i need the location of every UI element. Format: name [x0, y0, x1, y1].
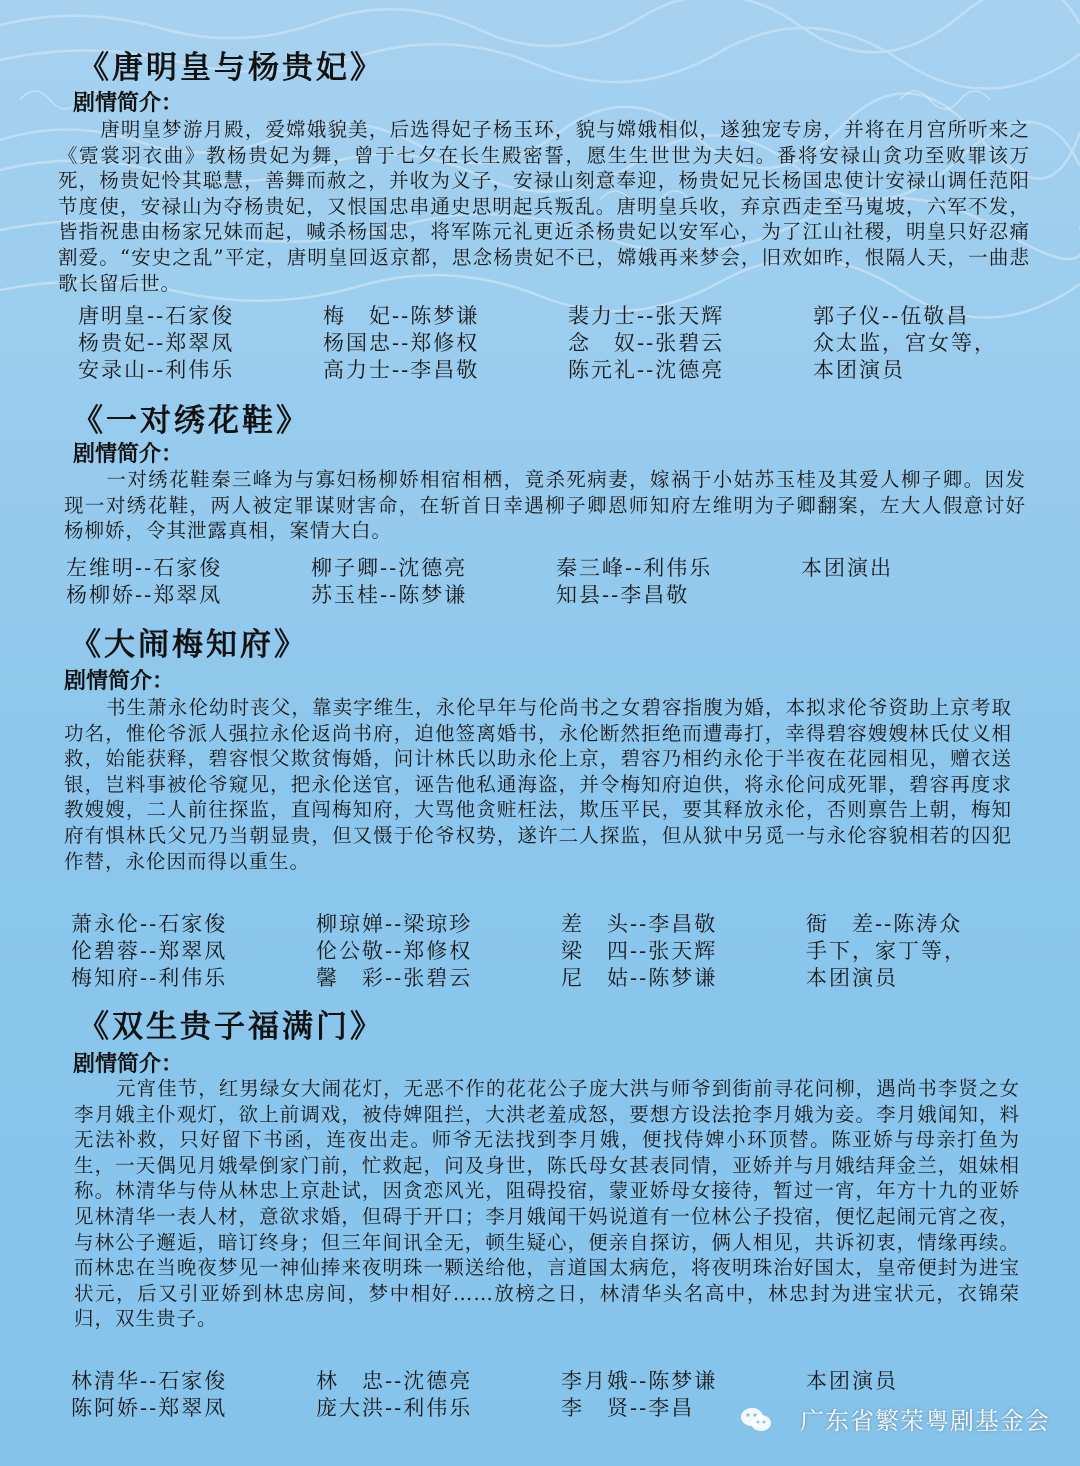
cast-entry: 梁 四--张天辉 [561, 939, 718, 963]
cast-entry: 杨柳娇--郑翠凤 [66, 583, 223, 607]
cast-entry: 安录山--利伟乐 [78, 358, 235, 382]
cast-entry: 李 贤--李昌 [561, 1396, 695, 1420]
cast-entry: 裴力士--张天辉 [568, 304, 725, 328]
synopsis-label: 剧情简介： [73, 91, 184, 116]
cast-entry: 馨 彩--张碧云 [316, 966, 473, 990]
cast-entry: 柳琼婵--梁琼珍 [316, 912, 473, 936]
synopsis-body: 书生萧永伦幼时丧父，靠卖字维生，永伦早年与伦尚书之女碧容指腹为婚，本拟求伦爷资助上京考取功名，惟伦爷派人强拉永伦返尚书府，迫他签离婚书，永伦断然拒绝而遭毒打，幸得碧容嫂嫂林氏仗义相救，始能获释，碧容恨父欺贫悔婚，问计林氏以助永伦上京，碧容乃相约永伦于半夜在花园相见，赠衣送银，岂料事被伦爷窥见，把永伦送官，诬告他私通海盗，并令梅知府迫供，将永伦问成死罪，碧容再度求教嫂嫂，二人前往探监，直闯梅知府，大骂他贪赃枉法，欺压平民，要其释放永伦，否则禀告上朝，梅知府有惧林氏父兄乃当朝显贵，但又慑于伦爷权势，遂许二人探监，但从狱中另觅一与永伦容貌相若的囚犯作替，永伦因而得以重生。 [64, 696, 1012, 873]
synopsis-body: 元宵佳节，红男绿女大闹花灯，无恶不作的花花公子庞大洪与师爷到街前寻花问柳，遇尚书李贤之女李月娥主仆观灯，欲上前调戏，被侍婢阻拦，大洪老羞成怒，要想方设法抢李月娥为妾。李月娥闻知，料无法补救，只好留下书函，连夜出走。师爷无法找到李月娥，便找侍婢小环顶替。陈亚娇与母亲打鱼为生，一天偶见月娥晕倒家门前，忙救起，问及身世，陈氏母女甚表同情，亚娇并与月娥结拜金兰，姐妹相称。林清华与侍从林忠上京赴试，因贪恋风光，阻碍投宿，蒙亚娇母女接待，暂过一宵，年方十九的亚娇见林清华一表人材，意欲求婚，但碍于开口；李月娥闻干妈说道有一位林公子投宿，便忆起闹元宵之夜，与林公子邂逅，暗订终身；但三年间讯全无，顿生疑心，便亲自探访，俩人相见，共诉初衷，情缘再续。而林忠在当晚夜梦见一神仙捧来夜明珠一颗送给他，言道国太病危，将夜明珠治好国太，皇帝便封为进宝状元，后又引亚娇到林忠房间，梦中相好……放榜之日，林清华头名高中，林忠封为进宝状元，衣锦荣归，双生贵子。 [74, 1077, 1020, 1331]
cast-entry: 手下，家丁等， [806, 939, 967, 963]
cast-entry: 庞大洪--利伟乐 [316, 1396, 473, 1420]
synopsis-text [58, 117, 1030, 296]
cast-entry: 郭子仪--伍敬昌 [813, 304, 970, 328]
cast-entry: 本团演出 [801, 556, 893, 580]
cast-entry: 陈阿娇--郑翠凤 [71, 1396, 228, 1420]
synopsis-label: 剧情简介： [73, 1052, 184, 1077]
cast-entry: 陈元礼--沈德亮 [568, 358, 725, 382]
cast-entry: 本团演员 [806, 966, 898, 990]
cast-row [71, 1368, 1031, 1395]
cast-row [66, 555, 1026, 582]
cast-row [66, 582, 1026, 609]
cast-row [78, 303, 1038, 330]
cast-entry: 差 头--李昌敬 [561, 912, 718, 936]
cast-row [71, 911, 1031, 938]
cast-entry: 高力士--李昌敬 [323, 358, 480, 382]
cast-entry: 唐明皇--石家俊 [78, 304, 235, 328]
section-title: 《一对绣花鞋》 [72, 403, 310, 439]
watermark-text: 广东省繁荣粤剧基金会 [800, 1407, 1050, 1435]
cast-list [71, 911, 1031, 992]
cast-entry: 左维明--石家俊 [66, 556, 223, 580]
section-title: 《双生贵子福满门》 [78, 1009, 384, 1045]
cast-list [78, 303, 1038, 384]
cast-entry: 念 奴--张碧云 [568, 331, 725, 355]
synopsis-text [64, 695, 1012, 874]
section-title: 《唐明皇与杨贵妃》 [78, 50, 384, 86]
cast-row [78, 330, 1038, 357]
cast-entry: 苏玉桂--陈梦谦 [311, 583, 468, 607]
cast-entry: 本团演员 [813, 358, 905, 382]
cast-entry: 梅 妃--陈梦谦 [323, 304, 480, 328]
cast-entry: 秦三峰--利伟乐 [556, 556, 713, 580]
cast-entry: 萧永伦--石家俊 [71, 912, 228, 936]
wechat-icon [738, 1402, 774, 1438]
cast-entry: 知县--李昌敬 [556, 583, 690, 607]
synopsis-text [64, 467, 1026, 544]
cast-entry: 梅知府--利伟乐 [71, 966, 228, 990]
cast-entry: 柳子卿--沈德亮 [311, 556, 468, 580]
cast-entry: 衙 差--陈涛众 [806, 912, 963, 936]
cast-entry: 本团演员 [806, 1369, 898, 1393]
cast-entry: 杨国忠--郑修权 [323, 331, 480, 355]
synopsis-text [74, 1076, 1020, 1332]
section-title: 《大闹梅知府》 [70, 627, 308, 663]
cast-entry: 杨贵妃--郑翠凤 [78, 331, 235, 355]
cast-entry: 伦碧蓉--郑翠凤 [71, 939, 228, 963]
cast-entry: 林清华--石家俊 [71, 1369, 228, 1393]
synopsis-label: 剧情简介： [64, 669, 175, 694]
synopsis-label: 剧情简介： [73, 442, 184, 467]
cast-list [66, 555, 1026, 609]
cast-row [78, 357, 1038, 384]
cast-entry: 林 忠--沈德亮 [316, 1369, 473, 1393]
cast-entry: 众太监，宫女等， [813, 331, 997, 355]
cast-row [71, 938, 1031, 965]
synopsis-body: 唐明皇梦游月殿，爱嫦娥貌美，后选得妃子杨玉环，貌与嫦娥相似，遂独宠专房，并将在月宫所听来之《霓裳羽衣曲》教杨贵妃为舞，曾于七夕在长生殿密誓，愿生生世世为夫妇。番将安禄山贪功至败罪该万死，杨贵妃怜其聪慧，善舞而赦之，并收为义子，安禄山刻意奉迎，杨贵妃兄长杨国忠使计安禄山调任范阳节度使，安禄山为夺杨贵妃，又恨国忠串通史思明起兵叛乱。唐明皇兵收，弃京西走至马嵬坡，六军不发，皆指祝患由杨家兄妹而起，喊杀杨国忠，将军陈元礼更近杀杨贵妃以安军心，为了江山社稷，明皇只好忍痛割爱。“安史之乱”平定，唐明皇回返京都，思念杨贵妃不已，嫦娥再来梦会，旧欢如昨，恨隔人天，一曲悲歌长留后世。 [58, 118, 1030, 295]
cast-entry: 尼 姑--陈梦谦 [561, 966, 718, 990]
cast-entry: 伦公敬--郑修权 [316, 939, 473, 963]
cast-entry: 李月娥--陈梦谦 [561, 1369, 718, 1393]
synopsis-body: 一对绣花鞋秦三峰为与寡妇杨柳娇相宿相栖，竟杀死病妻，嫁祸于小姑苏玉桂及其爱人柳子卿。因发现一对绣花鞋，两人被定罪谋财害命，在斩首日幸遇柳子卿恩师知府左维明为子卿翻案，左大人假意讨好杨柳娇，令其泄露真相，案情大白。 [64, 468, 1026, 543]
cast-row [71, 965, 1031, 992]
